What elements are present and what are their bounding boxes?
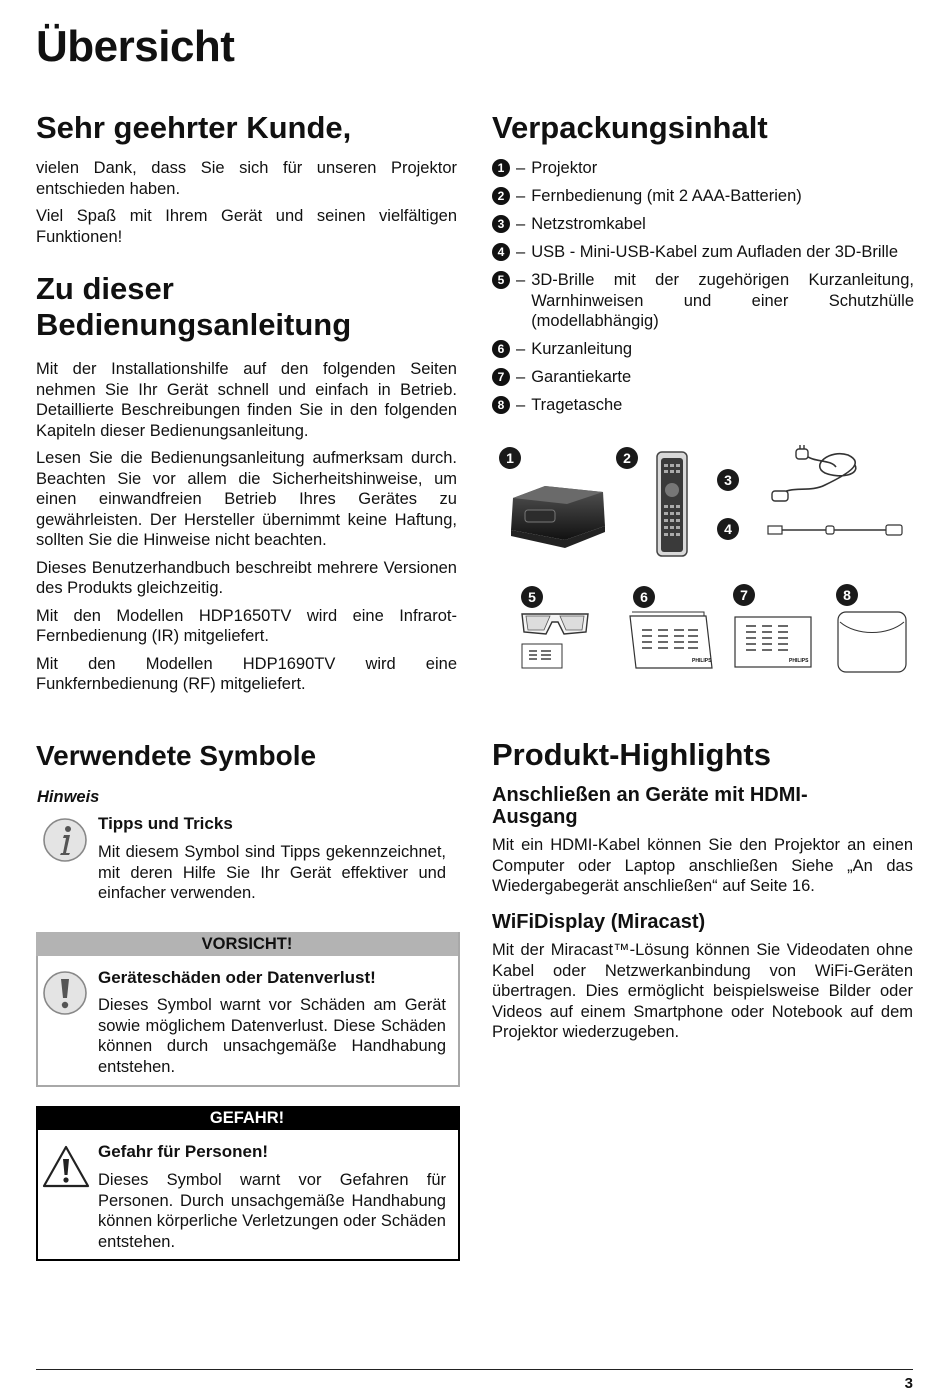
note-text: Mit diesem Symbol sind Tipps gekennzeichnet, mit deren Hilfe Sie Ihr Gerät effektiver und einfacher verwenden. [98, 843, 446, 902]
number-badge: 3 [492, 215, 510, 233]
projector-image [505, 478, 610, 558]
glasses-leaflet-image [521, 643, 563, 669]
page-title: Übersicht [36, 22, 235, 71]
manual-text [36, 359, 457, 695]
caution-text: Dieses Symbol warnt vor Schäden am Gerät sowie möglichem Datenverlust. Diese Schäden können durch unsachgemäße Handhabung entstehen. [98, 996, 446, 1076]
dash: – [516, 340, 526, 358]
customer-text [36, 158, 457, 247]
manual-paragraph: Mit den Modellen HDP1650TV wird eine Infrarot-Fernbedienung (IR) mitgeliefert. [36, 606, 457, 645]
footer-rule [36, 1369, 913, 1370]
hdmi-paragraph: Mit ein HDMI-Kabel können Sie den Projektor an einen Computer oder Laptop anschließen Siehe „An das Wiedergabegerät anschließen“ auf Seite 16. [492, 836, 913, 895]
number-badge: 1 [492, 159, 510, 177]
hdmi-text [492, 835, 913, 897]
dash: – [516, 271, 526, 289]
manual-paragraph: Mit der Installationshilfe auf den folgenden Seiten nehmen Sie Ihr Gerät schnell und einfach in Betrieb. Detaillierte Beschreibungen finden Sie in den folgenden Kapiteln dieser Bedienungsanleitung. [36, 360, 457, 440]
caution-title: Geräteschäden oder Datenverlust! [98, 968, 376, 987]
3d-glasses-image [520, 608, 590, 640]
caution-body [98, 995, 446, 1077]
warning-triangle-icon [42, 1144, 90, 1190]
package-item [492, 367, 914, 388]
number-badge: 5 [492, 271, 510, 289]
customer-paragraph: Viel Spaß mit Ihrem Gerät und seinen vielfältigen Funktionen! [36, 207, 457, 246]
package-item [492, 158, 914, 179]
package-heading: Verpackungsinhalt [492, 110, 768, 145]
dash: – [516, 396, 526, 414]
number-badge: 6 [492, 340, 510, 358]
wifi-title: WiFiDisplay (Miracast) [492, 911, 706, 933]
package-item [492, 339, 914, 360]
figure-number: 4 [717, 518, 739, 540]
figure-number: 5 [521, 586, 543, 608]
note-body [98, 842, 446, 904]
number-badge: 2 [492, 187, 510, 205]
package-item-text: USB - Mini-USB-Kabel zum Aufladen der 3D-Brille [531, 243, 898, 261]
remote-control-image [655, 450, 689, 558]
manual-paragraph: Lesen Sie die Bedienungsanleitung aufmerksam durch. Beachten Sie vor allem die Sicherheitshinweise, um einen einwandfreien Betrieb Ihres Gerätes zu gewährleisten. Der Hersteller übernimmt keine Haftung, sollten Sie die Hinweise nicht beachten. [36, 449, 457, 549]
quick-guide-brand: PHILIPS [692, 658, 712, 664]
package-item [492, 270, 914, 332]
highlights-heading: Produkt-Highlights [492, 737, 771, 772]
page-number: 3 [904, 1375, 913, 1392]
package-item-text: Netzstromkabel [531, 215, 646, 233]
hdmi-title-line: Anschließen an Geräte mit HDMI- [492, 784, 808, 806]
hdmi-title [492, 784, 808, 828]
package-item-text: 3D-Brille mit der zugehörigen Kurzanleitung, Warnhinweisen und einer Schutzhülle (modellabhängig) [531, 271, 914, 330]
figure-number: 1 [499, 447, 521, 469]
dash: – [516, 215, 526, 233]
package-item-text: Tragetasche [531, 396, 623, 414]
danger-title: Gefahr für Personen! [98, 1142, 269, 1161]
dash: – [516, 187, 526, 205]
package-item-text: Projektor [531, 159, 598, 177]
usb-cable-image [766, 520, 906, 540]
wifi-text [492, 940, 913, 1043]
number-badge: 4 [492, 243, 510, 261]
figure-number: 6 [633, 586, 655, 608]
info-icon [42, 817, 88, 863]
package-item-text: Fernbedienung (mit 2 AAA-Batterien) [531, 187, 802, 205]
number-badge: 8 [492, 396, 510, 414]
power-cable-image [770, 445, 870, 507]
customer-heading: Sehr geehrter Kunde, [36, 110, 352, 145]
package-item-text: Garantiekarte [531, 368, 632, 386]
figure-number: 7 [733, 584, 755, 606]
caution-label: VORSICHT! [36, 932, 458, 956]
manual-paragraph: Dieses Benutzerhandbuch beschreibt mehrere Versionen des Produkts gleichzeitig. [36, 558, 457, 597]
dash: – [516, 159, 526, 177]
dash: – [516, 368, 526, 386]
figure-number: 2 [616, 447, 638, 469]
hinweis-label: Hinweis [37, 788, 100, 806]
danger-text: Dieses Symbol warnt vor Gefahren für Personen. Durch unsachgemäße Handhabung können körperliche Verletzungen oder Schäden entstehen. [98, 1171, 446, 1251]
wifi-paragraph: Mit der Miracast™-Lösung können Sie Videodaten ohne Kabel oder Netzwerkanbindung von WiFi-Geräten übertragen. Dies ermöglicht beispielsweise Bilder oder Videos auf einem Smartphone oder Notebook auf dem Projektor wiederzugeben. [492, 941, 913, 1041]
manual-heading [36, 271, 351, 343]
package-contents-figure [490, 440, 914, 680]
package-item [492, 242, 914, 263]
danger-label: GEFAHR! [36, 1106, 458, 1130]
carry-bag-image [836, 610, 908, 674]
warranty-card-brand: PHILIPS [789, 658, 809, 664]
danger-body [98, 1170, 446, 1252]
figure-number: 3 [717, 469, 739, 491]
figure-number: 8 [836, 584, 858, 606]
package-item [492, 214, 914, 235]
number-badge: 7 [492, 368, 510, 386]
note-title: Tipps und Tricks [98, 814, 233, 833]
manual-heading-line: Zu dieser [36, 271, 174, 306]
package-list [492, 158, 914, 423]
customer-paragraph: vielen Dank, dass Sie sich für unseren Projektor entschieden haben. [36, 159, 457, 198]
symbols-heading: Verwendete Symbole [36, 740, 317, 771]
exclamation-icon [42, 970, 88, 1016]
package-item [492, 186, 914, 207]
manual-paragraph: Mit den Modellen HDP1690TV wird eine Funkfernbedienung (RF) mitgeliefert. [36, 654, 457, 693]
package-item [492, 395, 914, 416]
manual-heading-line: Bedienungsanleitung [36, 307, 352, 342]
dash: – [516, 243, 526, 261]
package-item-text: Kurzanleitung [531, 340, 633, 358]
hdmi-title-line: Ausgang [492, 806, 578, 828]
